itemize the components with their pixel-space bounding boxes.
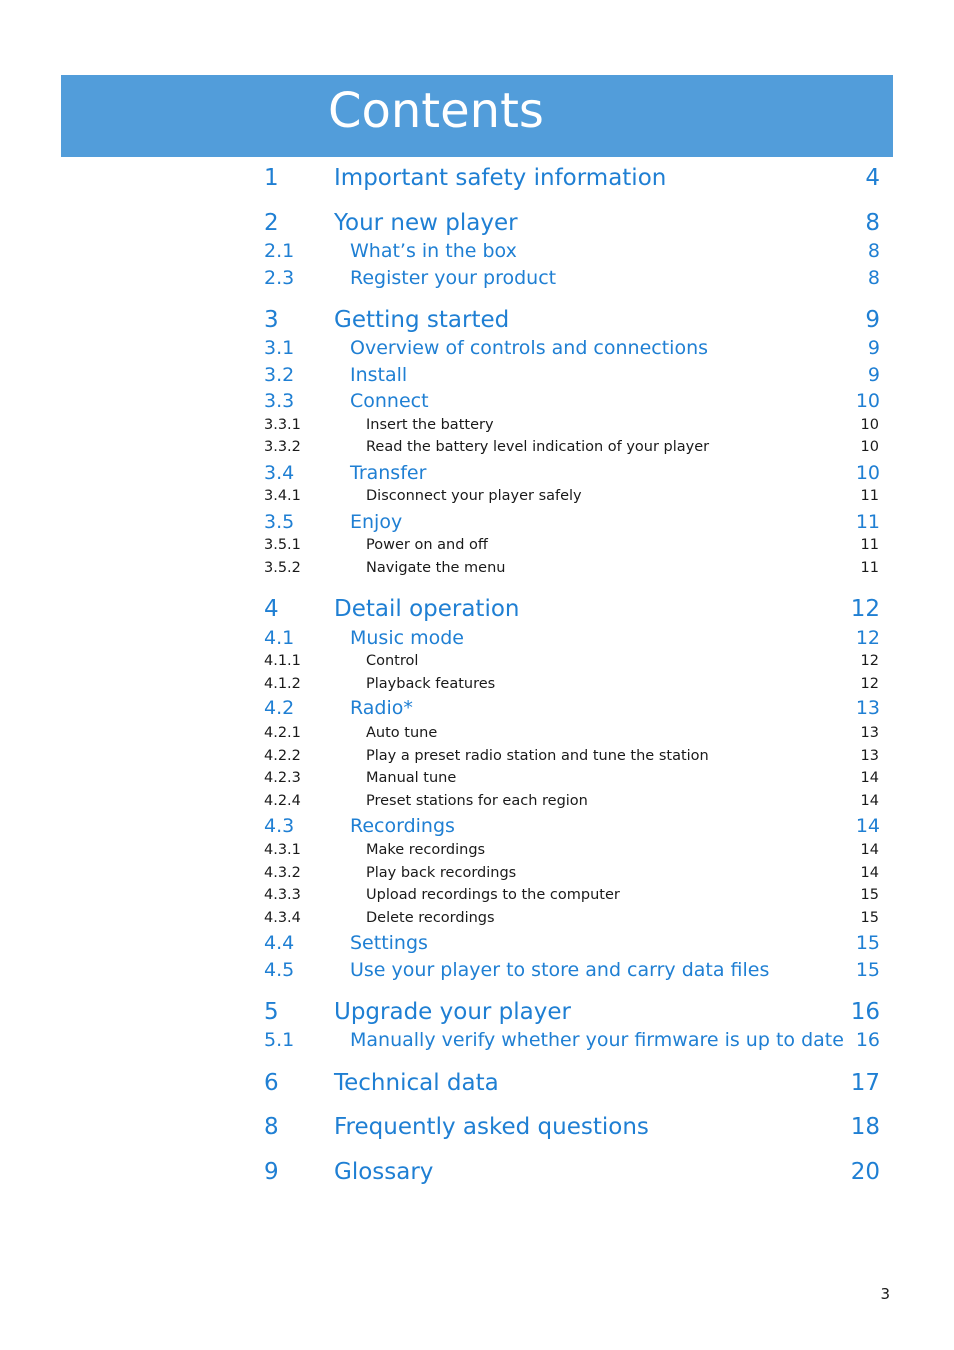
toc-entry-title[interactable]: Glossary <box>334 1159 434 1185</box>
toc-entry-number: 8 <box>264 1114 279 1140</box>
toc-entry-page: 9 <box>865 307 880 333</box>
page-number: 3 <box>880 1285 890 1303</box>
toc-entry-title[interactable]: Upgrade your player <box>334 999 571 1025</box>
toc-entry-page: 15 <box>855 932 880 954</box>
toc-entry-page: 11 <box>860 488 879 504</box>
toc-entry[interactable] <box>0 1027 954 1053</box>
toc-entry-page: 13 <box>860 748 879 764</box>
toc-entry[interactable] <box>0 625 954 651</box>
toc-entry-page: 8 <box>867 240 880 262</box>
toc-entry-number: 4.2.3 <box>264 770 301 786</box>
toc-entry-page: 12 <box>860 676 879 692</box>
toc-entry[interactable] <box>0 674 954 694</box>
toc-entry-number: 3.4 <box>264 462 295 484</box>
toc-entry-title[interactable]: Transfer <box>350 462 427 484</box>
toc-entry-number: 2.3 <box>264 267 295 289</box>
toc-entry-title[interactable]: Play back recordings <box>366 865 517 881</box>
toc-entry-page: 12 <box>850 596 880 622</box>
toc-entry-number: 3.5.2 <box>264 560 301 576</box>
toc-entry-title[interactable]: Connect <box>350 390 429 412</box>
toc-entry[interactable] <box>0 362 954 388</box>
toc-entry-title[interactable]: Install <box>350 364 408 386</box>
toc-entry[interactable] <box>0 304 954 336</box>
toc-entry-page: 12 <box>860 653 879 669</box>
toc-entry-title[interactable]: Manual tune <box>366 770 457 786</box>
toc-entry-title[interactable]: Music mode <box>350 627 464 649</box>
toc-entry-page: 11 <box>855 511 880 533</box>
toc-entry-number: 4.4 <box>264 932 295 954</box>
toc-entry-number: 4.3.1 <box>264 842 301 858</box>
toc-entry-number: 1 <box>264 165 279 191</box>
toc-entry[interactable] <box>0 535 954 555</box>
toc-entry[interactable] <box>0 930 954 956</box>
toc-entry-title[interactable]: Insert the battery <box>366 417 494 433</box>
toc-entry-page: 8 <box>867 267 880 289</box>
toc-entry-title[interactable]: Settings <box>350 932 428 954</box>
page-title: Contents <box>328 83 544 139</box>
toc-entry[interactable] <box>0 957 954 983</box>
toc-entry[interactable] <box>0 335 954 361</box>
toc-entry-number: 3.5 <box>264 511 295 533</box>
toc-entry[interactable] <box>0 509 954 535</box>
toc-entry-page: 9 <box>867 364 880 386</box>
toc-entry-page: 11 <box>860 560 879 576</box>
toc-entry-number: 4.1.2 <box>264 676 301 692</box>
toc-entry-title[interactable]: Important safety information <box>334 165 667 191</box>
toc-entry[interactable] <box>0 908 954 928</box>
toc-entry-title[interactable]: Auto tune <box>366 725 438 741</box>
toc-entry[interactable] <box>0 723 954 743</box>
toc-entry-number: 4.1 <box>264 627 295 649</box>
toc-entry[interactable] <box>0 768 954 788</box>
toc-entry[interactable] <box>0 238 954 264</box>
toc-entry-page: 15 <box>855 959 880 981</box>
toc-entry-title[interactable]: Recordings <box>350 815 455 837</box>
toc-entry-title[interactable]: Control <box>366 653 419 669</box>
toc-entry-number: 3.3 <box>264 390 295 412</box>
toc-entry-title[interactable]: Upload recordings to the computer <box>366 887 620 903</box>
toc-entry-title[interactable]: Preset stations for each region <box>366 793 588 809</box>
toc-entry-page: 12 <box>855 627 880 649</box>
toc-entry-title[interactable]: Disconnect your player safely <box>366 488 582 504</box>
toc-entry-title[interactable]: Playback features <box>366 676 496 692</box>
toc-entry[interactable] <box>0 1067 954 1099</box>
toc-entry-number: 4.2.4 <box>264 793 301 809</box>
toc-entry-title[interactable]: Play a preset radio station and tune the station <box>366 748 709 764</box>
toc-entry-title[interactable]: Register your product <box>350 267 557 289</box>
toc-entry[interactable] <box>0 791 954 811</box>
toc-entry[interactable] <box>0 651 954 671</box>
toc-entry-page: 9 <box>867 337 880 359</box>
toc-entry[interactable] <box>0 460 954 486</box>
toc-entry[interactable] <box>0 885 954 905</box>
toc-entry-page: 14 <box>860 865 879 881</box>
toc-entry-title[interactable]: Technical data <box>334 1070 499 1096</box>
toc-entry-number: 6 <box>264 1070 279 1096</box>
toc-entry-page: 8 <box>865 210 880 236</box>
toc-entry-number: 4.2 <box>264 697 295 719</box>
toc-entry[interactable] <box>0 813 954 839</box>
toc-entry-number: 4.3 <box>264 815 295 837</box>
toc-entry-number: 2.1 <box>264 240 295 262</box>
toc-entry-title[interactable]: Detail operation <box>334 596 520 622</box>
toc-entry-title[interactable]: Read the battery level indication of your player <box>366 439 710 455</box>
toc-entry-title[interactable]: Manually verify whether your firmware is up to date <box>350 1029 844 1051</box>
toc-entry-number: 3.3.2 <box>264 439 301 455</box>
toc-entry-page: 17 <box>850 1070 880 1096</box>
toc-entry-number: 3 <box>264 307 279 333</box>
toc-entry-page: 13 <box>855 697 880 719</box>
toc-entry[interactable] <box>0 388 954 414</box>
toc-entry[interactable] <box>0 486 954 506</box>
toc-entry-page: 20 <box>850 1159 880 1185</box>
toc-entry-title[interactable]: Overview of controls and connections <box>350 337 709 359</box>
toc-entry-number: 3.3.1 <box>264 417 301 433</box>
toc-entry-title[interactable]: Radio* <box>350 697 413 719</box>
toc-entry[interactable] <box>0 695 954 721</box>
toc-entry-title[interactable]: Frequently asked questions <box>334 1114 649 1140</box>
toc-entry-title[interactable]: Make recordings <box>366 842 486 858</box>
toc-entry-number: 4.2.2 <box>264 748 301 764</box>
toc-entry[interactable] <box>0 840 954 860</box>
toc-entry-number: 2 <box>264 210 279 236</box>
toc-entry-page: 10 <box>855 462 880 484</box>
toc-entry-title[interactable]: What’s in the box <box>350 240 517 262</box>
toc-entry-page: 14 <box>860 793 879 809</box>
toc-entry-number: 4.2.1 <box>264 725 301 741</box>
toc-entry-page: 15 <box>860 910 879 926</box>
toc-entry[interactable] <box>0 1111 954 1143</box>
toc-entry-number: 4 <box>264 596 279 622</box>
toc-entry-title[interactable]: Navigate the menu <box>366 560 506 576</box>
toc-entry[interactable] <box>0 996 954 1028</box>
toc-entry-number: 4.1.1 <box>264 653 301 669</box>
toc-entry-number: 9 <box>264 1159 279 1185</box>
toc-entry-page: 10 <box>855 390 880 412</box>
toc-entry-number: 4.3.4 <box>264 910 301 926</box>
toc-entry-page: 14 <box>855 815 880 837</box>
toc-entry-title[interactable]: Enjoy <box>350 511 403 533</box>
toc-entry-number: 3.2 <box>264 364 295 386</box>
toc-entry[interactable] <box>0 593 954 625</box>
toc-entry-title[interactable]: Use your player to store and carry data files <box>350 959 770 981</box>
toc-entry-number: 4.3.3 <box>264 887 301 903</box>
toc-entry-page: 18 <box>850 1114 880 1140</box>
toc-entry-number: 5.1 <box>264 1029 295 1051</box>
toc-entry-page: 11 <box>860 537 879 553</box>
toc-entry-title[interactable]: Delete recordings <box>366 910 495 926</box>
toc-entry[interactable] <box>0 1156 954 1188</box>
toc-entry-page: 14 <box>860 770 879 786</box>
toc-entry-number: 5 <box>264 999 279 1025</box>
toc-entry-page: 4 <box>865 165 880 191</box>
toc-entry[interactable] <box>0 207 954 239</box>
toc-entry-number: 4.5 <box>264 959 295 981</box>
toc-entry[interactable] <box>0 863 954 883</box>
toc-entry[interactable] <box>0 162 954 194</box>
toc-entry-number: 4.3.2 <box>264 865 301 881</box>
toc-entry-page: 15 <box>860 887 879 903</box>
toc-entry-title[interactable]: Getting started <box>334 307 510 333</box>
toc-entry[interactable] <box>0 437 954 457</box>
toc-entry-title[interactable]: Power on and off <box>366 537 488 553</box>
toc-entry[interactable] <box>0 746 954 766</box>
toc-entry-page: 10 <box>860 439 879 455</box>
toc-entry-page: 13 <box>860 725 879 741</box>
toc-entry-page: 10 <box>860 417 879 433</box>
toc-entry-number: 3.4.1 <box>264 488 301 504</box>
toc-entry[interactable] <box>0 415 954 435</box>
toc-entry-title[interactable]: Your new player <box>334 210 518 236</box>
toc-entry[interactable] <box>0 558 954 578</box>
toc-entry-number: 3.5.1 <box>264 537 301 553</box>
toc-entry-page: 14 <box>860 842 879 858</box>
toc-entry-number: 3.1 <box>264 337 295 359</box>
toc-entry-page: 16 <box>850 999 880 1025</box>
toc-entry[interactable] <box>0 265 954 291</box>
toc-entry-page: 16 <box>855 1029 880 1051</box>
